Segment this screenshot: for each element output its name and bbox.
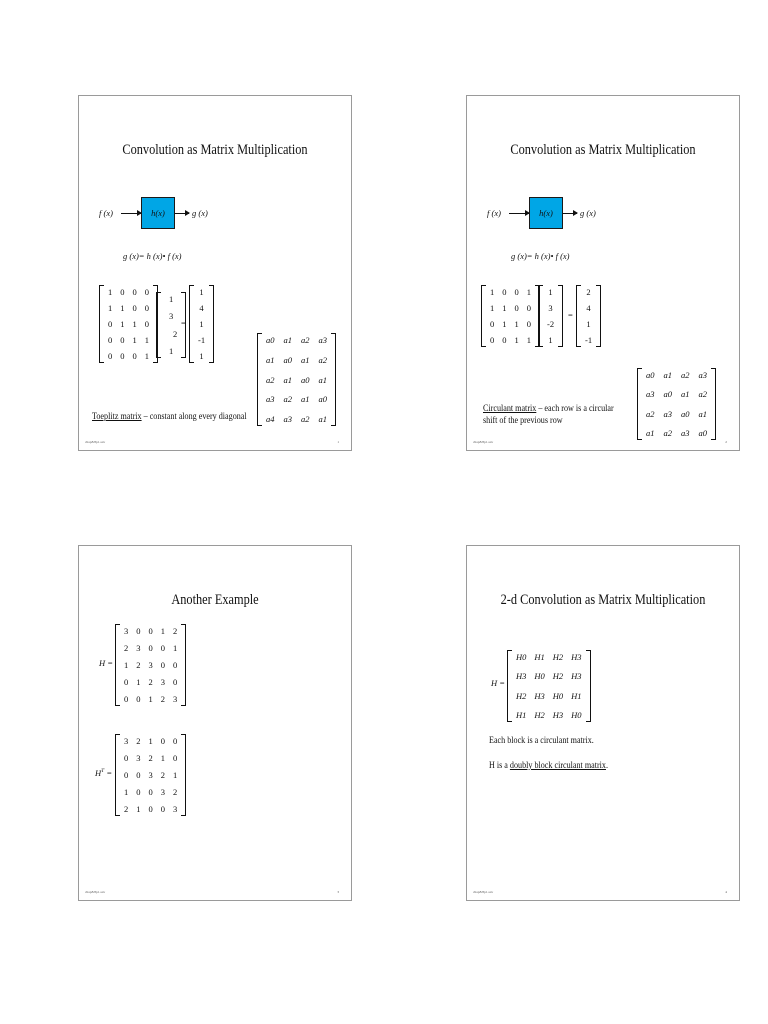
convolution-matrix [99, 285, 158, 363]
matrix-cell: 0 [108, 319, 113, 329]
matrix-cell: 1 [148, 694, 153, 704]
circulant-term: Circulant matrix [483, 403, 537, 413]
matrix-cell: a2 [301, 335, 310, 345]
slide-3 [78, 545, 352, 901]
matrix-cell: 2 [173, 626, 178, 636]
matrix-cell: 2 [136, 660, 141, 670]
matrix-cell: 3 [124, 736, 129, 746]
matrix-cell: a2 [318, 354, 327, 365]
matrix-cell: a3 [646, 389, 655, 400]
vector-cell: 1 [199, 287, 204, 297]
matrix-cell: 0 [120, 287, 125, 297]
equals-sign: = [181, 318, 186, 328]
matrix-cell: 1 [132, 335, 137, 345]
matrix-cell: 0 [173, 677, 178, 687]
matrix-cell: 1 [514, 335, 519, 345]
toeplitz-term: Toeplitz matrix [92, 411, 142, 421]
matrix-cell: H0 [552, 690, 564, 701]
matrix-cell: a3 [266, 394, 275, 405]
matrix-cell: H3 [534, 690, 545, 701]
system-box [529, 197, 563, 229]
matrix-cell: 0 [136, 694, 141, 704]
matrix-cell: a0 [318, 394, 327, 405]
matrix-cell: H1 [516, 709, 527, 720]
matrix-cell: 3 [160, 677, 165, 687]
circulant-matrix [481, 285, 540, 347]
matrix-cell: 0 [148, 787, 153, 797]
matrix-cell: 1 [514, 319, 519, 329]
matrix-cell: 0 [502, 335, 507, 345]
matrix-cell: 0 [144, 287, 149, 297]
output-arrow [175, 213, 189, 214]
vector-cell: -1 [198, 335, 206, 345]
h-transpose-label: $H^T$ = [95, 768, 113, 778]
system-box [141, 197, 175, 229]
slide-title: Convolution as Matrix Multiplication [122, 142, 308, 158]
matrix-cell: 1 [490, 303, 495, 313]
matrix-cell: 0 [490, 319, 495, 329]
footer-filename: chap8/8p1.sav [85, 890, 106, 894]
matrix-cell: H2 [516, 690, 527, 701]
input-arrow [121, 213, 141, 214]
matrix-cell: a3 [663, 408, 672, 419]
matrix-cell: H2 [552, 652, 564, 662]
matrix-cell: 0 [124, 694, 129, 704]
matrix-cell: a4 [266, 414, 275, 424]
matrix-cell: 1 [136, 804, 141, 814]
matrix-cell: a0 [646, 370, 655, 380]
matrix-cell: 0 [526, 319, 531, 329]
matrix-cell: 1 [124, 660, 129, 670]
matrix-cell: 0 [136, 787, 141, 797]
page-number: 3 [337, 890, 339, 894]
matrix-cell: a1 [301, 354, 310, 365]
matrix-cell: 1 [148, 736, 153, 746]
matrix-cell: a1 [301, 394, 310, 405]
page-number: 1 [337, 440, 339, 444]
matrix-cell: 1 [144, 351, 149, 361]
input-arrow [509, 213, 529, 214]
page-number: 2 [725, 440, 727, 444]
matrix-cell: 0 [108, 335, 113, 345]
matrix-cell: a1 [283, 374, 292, 385]
slide-2 [466, 95, 740, 451]
input-label: f (x) [99, 208, 113, 218]
circulant-caption: Circulant matrix – each row is a circular shift of the previous row [483, 403, 614, 425]
vector-cell: 4 [199, 303, 204, 313]
matrix-cell: H2 [552, 671, 564, 682]
slide-title: Convolution as Matrix Multiplication [510, 142, 696, 158]
h-matrix [115, 624, 186, 706]
matrix-cell: 1 [132, 319, 137, 329]
matrix-cell: a2 [301, 414, 310, 424]
matrix-cell: 0 [124, 753, 129, 763]
matrix-cell: a2 [698, 389, 707, 400]
matrix-cell: H0 [516, 652, 527, 662]
matrix-cell: 0 [160, 643, 165, 653]
matrix-cell: 0 [490, 335, 495, 345]
matrix-cell: a2 [283, 394, 292, 405]
matrix-cell: H3 [516, 671, 527, 682]
page-number: 4 [725, 890, 727, 894]
slide-1 [78, 95, 352, 451]
matrix-cell: 3 [148, 770, 153, 780]
matrix-cell: a2 [646, 408, 655, 419]
h-label: H = [99, 658, 113, 668]
matrix-cell: 2 [124, 804, 129, 814]
matrix-cell: 0 [148, 626, 153, 636]
matrix-cell: 0 [124, 770, 129, 780]
matrix-cell: 0 [144, 303, 149, 313]
matrix-cell: 0 [144, 319, 149, 329]
matrix-cell: 3 [160, 787, 165, 797]
vector-cell: 4 [586, 303, 591, 313]
matrix-cell: 1 [502, 303, 507, 313]
matrix-cell: 3 [173, 804, 178, 814]
matrix-cell: 0 [120, 351, 125, 361]
matrix-cell: a1 [318, 374, 327, 385]
matrix-cell: 1 [120, 319, 125, 329]
matrix-cell: 1 [144, 335, 149, 345]
footer-filename: chap8/8p1.sav [473, 440, 494, 444]
matrix-cell: a0 [283, 354, 292, 365]
matrix-cell: 0 [173, 753, 178, 763]
matrix-cell: 0 [514, 303, 519, 313]
doubly-block-note: H is a doubly block circulant matrix. [489, 760, 609, 770]
vector-cell: 2 [586, 287, 591, 297]
matrix-cell: 0 [132, 351, 137, 361]
matrix-cell: a0 [301, 374, 310, 385]
vector-cell: 1 [586, 319, 591, 329]
vector-cell: -2 [547, 319, 555, 329]
matrix-cell: 1 [490, 287, 495, 297]
matrix-cell: 2 [160, 694, 165, 704]
matrix-cell: 0 [502, 287, 507, 297]
matrix-cell: a1 [646, 427, 655, 438]
matrix-cell: a0 [681, 408, 690, 419]
vector-cell: 1 [548, 335, 553, 345]
matrix-cell: a1 [663, 370, 672, 380]
output-vector [189, 285, 214, 363]
matrix-cell: 2 [124, 643, 129, 653]
block-circulant-matrix [507, 650, 591, 722]
matrix-cell: 1 [502, 319, 507, 329]
matrix-cell: 3 [136, 753, 141, 763]
footer-filename: chap8/8p1.sav [473, 890, 494, 894]
matrix-cell: 3 [148, 660, 153, 670]
vector-cell: 1 [199, 351, 204, 361]
matrix-cell: a1 [283, 335, 292, 345]
matrix-cell: H3 [571, 671, 582, 682]
slide-title: 2-d Convolution as Matrix Multiplication [500, 592, 706, 608]
matrix-cell: 1 [108, 303, 113, 313]
matrix-cell: a1 [681, 389, 690, 400]
matrix-cell: 2 [173, 787, 178, 797]
matrix-cell: 0 [132, 303, 137, 313]
slide-4 [466, 545, 740, 901]
matrix-cell: a0 [266, 335, 275, 345]
matrix-cell: a1 [318, 414, 327, 424]
matrix-cell: 1 [173, 770, 178, 780]
matrix-cell: 1 [124, 787, 129, 797]
vector-cell: 1 [169, 345, 174, 356]
doubly-block-term: doubly block circulant matrix [509, 760, 606, 770]
matrix-cell: 0 [148, 804, 153, 814]
toeplitz-caption: Toeplitz matrix – constant along every diagonal [92, 411, 247, 421]
matrix-cell: 0 [160, 660, 165, 670]
matrix-cell: 0 [136, 626, 141, 636]
matrix-cell: 0 [526, 303, 531, 313]
output-arrow [563, 213, 577, 214]
input-label: f (x) [487, 208, 501, 218]
vector-cell: 1 [169, 294, 174, 304]
vector-cell: 3 [169, 311, 174, 322]
matrix-cell: 0 [148, 643, 153, 653]
vector-cell: 1 [548, 287, 553, 297]
h-transpose-matrix [115, 734, 186, 816]
matrix-cell: H1 [534, 652, 545, 662]
matrix-cell: 0 [173, 736, 178, 746]
matrix-cell: 2 [148, 677, 153, 687]
matrix-cell: 2 [148, 753, 153, 763]
output-label: g (x) [580, 208, 596, 218]
convolution-equation: g (x)= h (x)• f (x) [511, 251, 570, 261]
matrix-cell: H0 [571, 709, 582, 720]
matrix-cell: H3 [571, 652, 582, 662]
block-circulant-note: Each block is a circulant matrix. [489, 735, 594, 745]
output-label: g (x) [192, 208, 208, 218]
slide-title: Another Example [171, 592, 259, 608]
matrix-cell: 3 [124, 626, 129, 636]
circulant-general-matrix [637, 368, 716, 440]
matrix-cell: a3 [681, 427, 690, 438]
vector-cell: 3 [548, 303, 553, 313]
matrix-cell: a0 [698, 427, 707, 438]
input-vector [538, 285, 563, 347]
matrix-cell: a2 [663, 427, 672, 438]
system-label: h(x) [151, 208, 165, 218]
vector-cell: 1 [199, 319, 204, 329]
vector-cell: -1 [585, 335, 593, 345]
matrix-cell: 1 [120, 303, 125, 313]
matrix-cell: a1 [698, 408, 707, 419]
matrix-cell: 0 [132, 287, 137, 297]
matrix-cell: a1 [266, 354, 275, 365]
matrix-cell: a3 [318, 335, 327, 345]
matrix-cell: 1 [108, 287, 113, 297]
matrix-cell: 1 [160, 753, 165, 763]
matrix-cell: a3 [698, 370, 707, 380]
matrix-cell: a0 [663, 389, 672, 400]
matrix-cell: 0 [136, 770, 141, 780]
matrix-cell: a2 [266, 374, 275, 385]
matrix-cell: 0 [173, 660, 178, 670]
matrix-cell: 0 [514, 287, 519, 297]
matrix-cell: 1 [526, 335, 531, 345]
matrix-cell: 1 [173, 643, 178, 653]
matrix-cell: 0 [108, 351, 113, 361]
convolution-equation: g (x)= h (x)• f (x) [123, 251, 182, 261]
matrix-cell: 0 [120, 335, 125, 345]
toeplitz-general-matrix [257, 333, 336, 426]
matrix-cell: H0 [534, 671, 545, 682]
equals-sign: = [568, 310, 573, 320]
matrix-cell: H1 [571, 690, 582, 701]
matrix-cell: H2 [534, 709, 545, 720]
vector-cell: 2 [173, 328, 178, 339]
matrix-cell: 3 [136, 643, 141, 653]
output-vector [576, 285, 601, 347]
matrix-cell: 0 [124, 677, 129, 687]
matrix-cell: 1 [160, 626, 165, 636]
system-label: h(x) [539, 208, 553, 218]
matrix-cell: 2 [136, 736, 141, 746]
matrix-cell: a3 [283, 414, 292, 424]
matrix-cell: H3 [552, 709, 564, 720]
matrix-cell: 1 [136, 677, 141, 687]
matrix-cell: 0 [160, 736, 165, 746]
matrix-cell: a2 [681, 370, 690, 380]
h-label: H = [491, 678, 505, 688]
matrix-cell: 0 [160, 804, 165, 814]
matrix-cell: 3 [173, 694, 178, 704]
matrix-cell: 1 [526, 287, 531, 297]
footer-filename: chap8/8p1.sav [85, 440, 106, 444]
matrix-cell: 2 [160, 770, 165, 780]
